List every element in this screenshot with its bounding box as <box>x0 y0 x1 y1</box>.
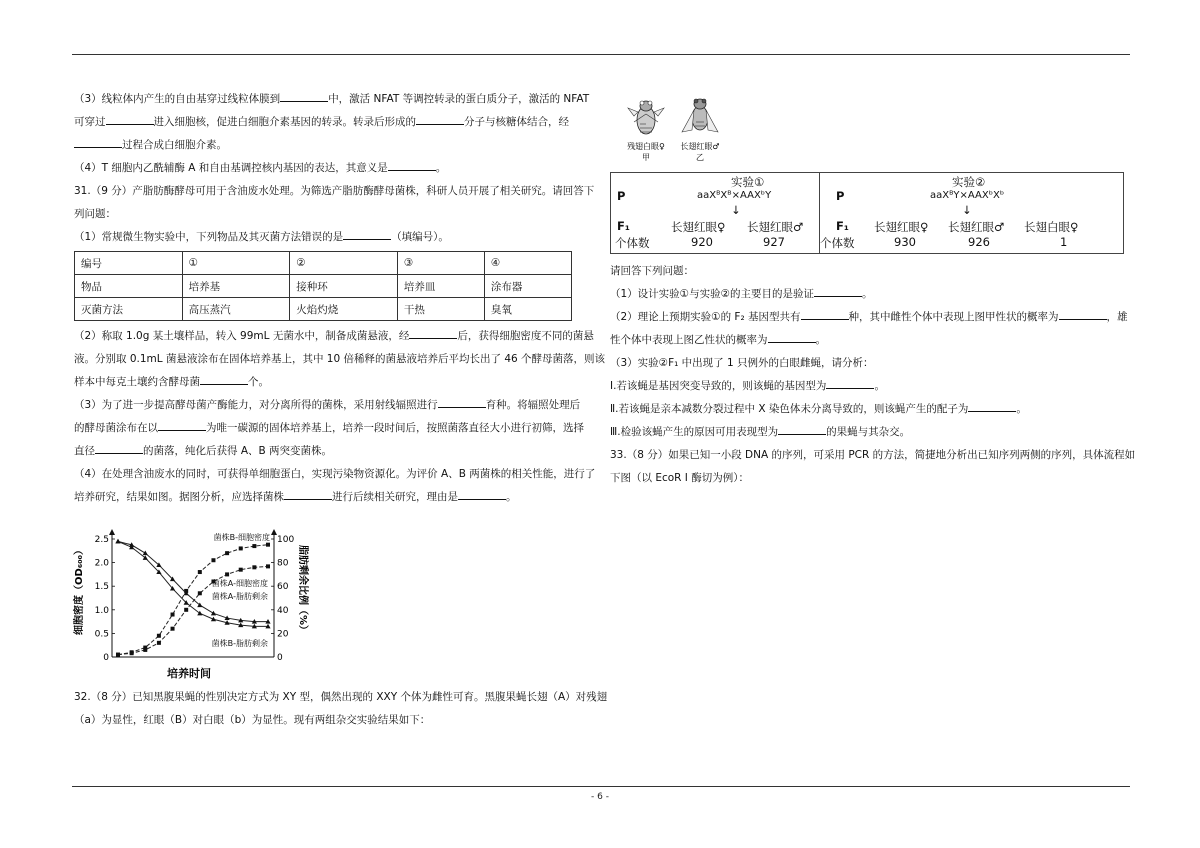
q32-line2: （a）为显性，红眼（B）对白眼（b）为显性。现有两组杂交实验结果如下： <box>74 714 431 726</box>
chart-plot-area <box>95 529 295 663</box>
table-cell: 火焰灼烧 <box>290 298 398 321</box>
data-point <box>266 564 270 568</box>
q31-3-line2: 的酵母菌涂布在以 为唯一碳源的固体培养基上，培养一段时间后，按照菌落直径大小进行初筛，选择 <box>74 422 584 434</box>
data-point <box>171 627 175 631</box>
table-cell: ② <box>290 252 398 275</box>
q33-line2: 下图（以 EcoR Ⅰ 酶切为例）： <box>610 472 749 484</box>
y-tick-label-left: 2.5 <box>94 535 109 545</box>
exp2-f1-label: F₁ <box>836 219 849 233</box>
sterilization-table <box>74 251 572 321</box>
q32-2-line1: （2）理论上预期实验①的 F₂ 基因型共有 种，其中雌性个体中表现上图甲性状的概率为 ，雄 <box>610 311 1128 323</box>
left-column <box>74 88 606 509</box>
y-axis-label-right: 脂肪剩余比例（%） <box>297 544 308 636</box>
q31-stem-line2: 列问题： <box>74 208 116 220</box>
q31-4-line1: （4）在处理含油废水的同时，可获得单细胞蛋白，实现污染物资源化。为评价 A、B 两菌株的相关性能，进行了 <box>74 468 596 480</box>
exp1-title: 实验① <box>731 175 765 189</box>
data-point <box>225 572 229 576</box>
answer-blank[interactable] <box>968 401 1016 412</box>
table-cell: 物品 <box>75 275 183 298</box>
table-row <box>75 275 572 298</box>
table-cell: 干热 <box>397 298 484 321</box>
fly-male-long-wing-red-eye <box>682 99 718 132</box>
exp1-f1-label: F₁ <box>617 219 630 233</box>
data-point <box>143 551 148 556</box>
exp2-phenotype-2: 长翅红眼♂ <box>948 220 1005 234</box>
answer-blank[interactable] <box>409 328 457 339</box>
q31-2-line2: 液。分别取 0.1mL 菌悬液涂布在固体培养基上，其中 10 倍稀释的菌悬液培养后平均长出了 46 个酵母菌落，则该 <box>74 353 606 365</box>
q33-line1: 33.（8 分）如果已知一小段 DNA 的序列，可采用 PCR 的方法，简捷地分析出已知序列两侧的序列，具体流程如 <box>610 449 1136 461</box>
data-point <box>198 570 202 574</box>
exp1-cross: aaXᴮXᴮ×AAXᵇY <box>697 190 772 201</box>
data-point <box>130 651 134 655</box>
answer-blank[interactable] <box>158 420 206 431</box>
exp2-title: 实验② <box>952 175 986 189</box>
answer-blank[interactable] <box>814 286 862 297</box>
table-cell: 培养皿 <box>397 275 484 298</box>
arrow-down-icon: ↓ <box>962 203 972 217</box>
data-point <box>252 565 256 569</box>
q32-line1: 32.（8 分）已知黑腹果蝇的性别决定方式为 XY 型，偶然出现的 XXY 个体为雌性可育。黑腹果蝇长翅（A）对残翅 <box>74 691 608 703</box>
y-tick-label-right: 100 <box>277 535 295 545</box>
fly-b-sub: 乙 <box>696 153 704 162</box>
series-label: 菌株B-脂肪剩余 <box>211 639 268 648</box>
ask-line: 请回答下列问题： <box>610 265 694 277</box>
data-point <box>157 634 161 638</box>
fly-a-label: 残翅白眼♀ <box>627 142 665 151</box>
table-cell: 涂布器 <box>484 275 571 298</box>
answer-blank[interactable] <box>801 309 849 320</box>
fly-b-label: 长翅红眼♂ <box>680 142 720 151</box>
y-tick-label-left: 1.5 <box>94 582 109 593</box>
answer-blank[interactable] <box>826 378 874 389</box>
exp1-count-2: 927 <box>763 235 785 249</box>
answer-blank[interactable] <box>106 114 154 125</box>
table-cell: 高压蒸汽 <box>182 298 290 321</box>
answer-blank[interactable] <box>458 489 506 500</box>
table-cell: ④ <box>484 252 571 275</box>
y-tick-label-right: 80 <box>277 558 289 569</box>
data-point <box>171 613 175 617</box>
exp1-phenotype-1: 长翅红眼♀ <box>671 220 726 234</box>
q31-4-line2: 培养研究，结果如图。据图分析，应选择菌株 进行后续相关研究，理由是 。 <box>74 491 517 503</box>
table-row <box>75 252 572 275</box>
table-cell: ③ <box>397 252 484 275</box>
answer-blank[interactable] <box>280 91 328 102</box>
data-point <box>115 539 120 544</box>
answer-blank[interactable] <box>343 229 391 240</box>
table-cell: 臭氧 <box>484 298 571 321</box>
exp2-cross: aaXᴮY×AAXᵇXᵇ <box>930 190 1005 201</box>
q32-3: （3）实验②F₁ 中出现了 1 只例外的白眼雌蝇，请分析： <box>610 357 874 369</box>
page-number: - 6 - <box>591 792 609 802</box>
exp2-count-1: 930 <box>894 235 916 249</box>
fly-female-vestigial-white-eye <box>628 101 664 134</box>
growth-chart <box>70 525 310 680</box>
q31-stem-line1: 31.（9 分）产脂肪酶酵母可用于含油废水处理。为筛选产脂肪酶酵母菌株，科研人员开展了相关研究。请回答下 <box>74 185 595 197</box>
exp1-count-label: 个体数 <box>615 236 650 250</box>
q31-3-line3: 直径 的菌落，纯化后获得 A、B 两突变菌株。 <box>74 445 333 457</box>
fly-a-sub: 甲 <box>642 153 650 162</box>
exp2-phenotype-3: 长翅白眼♀ <box>1024 220 1079 234</box>
y-tick-label-right: 40 <box>277 605 289 616</box>
data-point <box>225 551 229 555</box>
answer-blank[interactable] <box>778 424 826 435</box>
data-point <box>157 641 161 645</box>
table-row <box>75 298 572 321</box>
exp2-count-label: 个体数 <box>820 236 855 250</box>
answer-blank[interactable] <box>388 160 436 171</box>
data-point <box>116 653 120 657</box>
y-tick-label-right: 60 <box>277 582 289 593</box>
answer-blank[interactable] <box>1059 309 1107 320</box>
table-cell: 培养基 <box>182 275 290 298</box>
answer-blank[interactable] <box>95 443 143 454</box>
table-cell: 灭菌方法 <box>75 298 183 321</box>
data-point <box>198 591 202 595</box>
right-questions <box>610 260 1136 490</box>
data-point <box>143 648 147 652</box>
cross-experiment-table <box>610 172 1124 254</box>
answer-blank[interactable] <box>768 332 816 343</box>
q30-3-line1: （3）线粒体内产生的自由基穿过线粒体膜到 中，激活 NFAT 等调控转录的蛋白质分子，激活的 NFAT <box>74 93 590 105</box>
q30-3-line3: 过程合成白细胞介素。 <box>74 134 594 157</box>
data-point <box>239 568 243 572</box>
q32-1: （1）设计实验①与实验②的主要目的是验证 。 <box>610 288 873 300</box>
q31-3-line1: （3）为了进一步提高酵母菌产酶能力，对分离所得的菌株，采用射线辐照进行 育种。将辐照处理后 <box>74 399 581 411</box>
q30-4: （4）T 细胞内乙酰辅酶 A 和自由基调控核内基因的表达，其意义是 。 <box>74 162 447 174</box>
header-rule <box>72 54 1130 55</box>
y-tick-label-left: 0 <box>103 653 109 663</box>
data-point <box>211 611 216 616</box>
exp1-count-1: 920 <box>691 235 713 249</box>
answer-blank[interactable] <box>416 114 464 125</box>
y-tick-label-right: 20 <box>277 629 289 640</box>
answer-blank[interactable] <box>438 397 486 408</box>
y-tick-label-right: 0 <box>277 653 283 663</box>
series-label: 菌株B-细胞密度 <box>213 533 270 542</box>
q32-block <box>74 686 608 732</box>
q32-3-iii: Ⅲ.检验该蝇产生的原因可用表现型为 的果蝇与其杂交。 <box>610 426 911 438</box>
answer-blank[interactable] <box>284 489 332 500</box>
arrow-down-icon: ↓ <box>731 203 741 217</box>
exp2-count-2: 926 <box>968 235 990 249</box>
answer-blank[interactable] <box>200 374 248 385</box>
y-axis-left-arrow <box>109 529 115 535</box>
q30-3-line2: 可穿过 进入细胞核，促进白细胞介素基因的转录。转录后形成的 分子与核糖体结合，经 <box>74 116 569 128</box>
q32-3-ii: Ⅱ.若该蝇是亲本减数分裂过程中 X 染色体未分离导致的，则该蝇产生的配子为 。 <box>610 403 1027 415</box>
table-cell: 编号 <box>75 252 183 275</box>
data-point <box>266 543 270 547</box>
x-axis-label: 培养时间 <box>167 667 211 680</box>
table-cell: 接种环 <box>290 275 398 298</box>
exp2-p-label: P <box>836 189 845 203</box>
data-point <box>184 608 188 612</box>
exp2-phenotype-1: 长翅红眼♀ <box>874 220 929 234</box>
data-point <box>211 558 215 562</box>
answer-blank[interactable] <box>74 137 122 148</box>
q31-2-line1: （2）称取 1.0g 某土壤样品，转入 99mL 无菌水中，制备成菌悬液，经 后，获得细胞密度不同的菌悬 <box>74 330 594 342</box>
q32-3-i: Ⅰ.若该蝇是基因突变导致的，则该蝇的基因型为 。 <box>610 380 885 392</box>
y-axis-label-left: 细胞密度（OD₆₀₀） <box>74 545 85 635</box>
experiment-1 <box>611 173 820 253</box>
series-label: 菌株A-脂肪剩余 <box>211 592 268 601</box>
exp1-phenotype-2: 长翅红眼♂ <box>747 220 804 234</box>
y-tick-label-left: 1.0 <box>94 605 109 616</box>
exp2-count-3: 1 <box>1060 235 1068 249</box>
series-label: 菌株A-细胞密度 <box>211 579 268 588</box>
fly-illustrations <box>612 86 732 166</box>
table-cell: ① <box>182 252 290 275</box>
data-point <box>252 544 256 548</box>
experiment-2 <box>820 173 1123 253</box>
q31-2-line3: 样本中每克土壤约含酵母菌 个。 <box>74 376 269 388</box>
data-point <box>239 546 243 550</box>
q31-1: （1）常规微生物实验中，下列物品及其灭菌方法错误的是 （填编号）。 <box>74 231 449 243</box>
footer-rule <box>72 786 1130 787</box>
exp1-p-label: P <box>617 189 626 203</box>
y-tick-label-left: 2.0 <box>94 558 109 569</box>
q32-2-line2: 性个体中表现上图乙性状的概率为 。 <box>610 334 826 346</box>
y-tick-label-left: 0.5 <box>94 629 109 640</box>
